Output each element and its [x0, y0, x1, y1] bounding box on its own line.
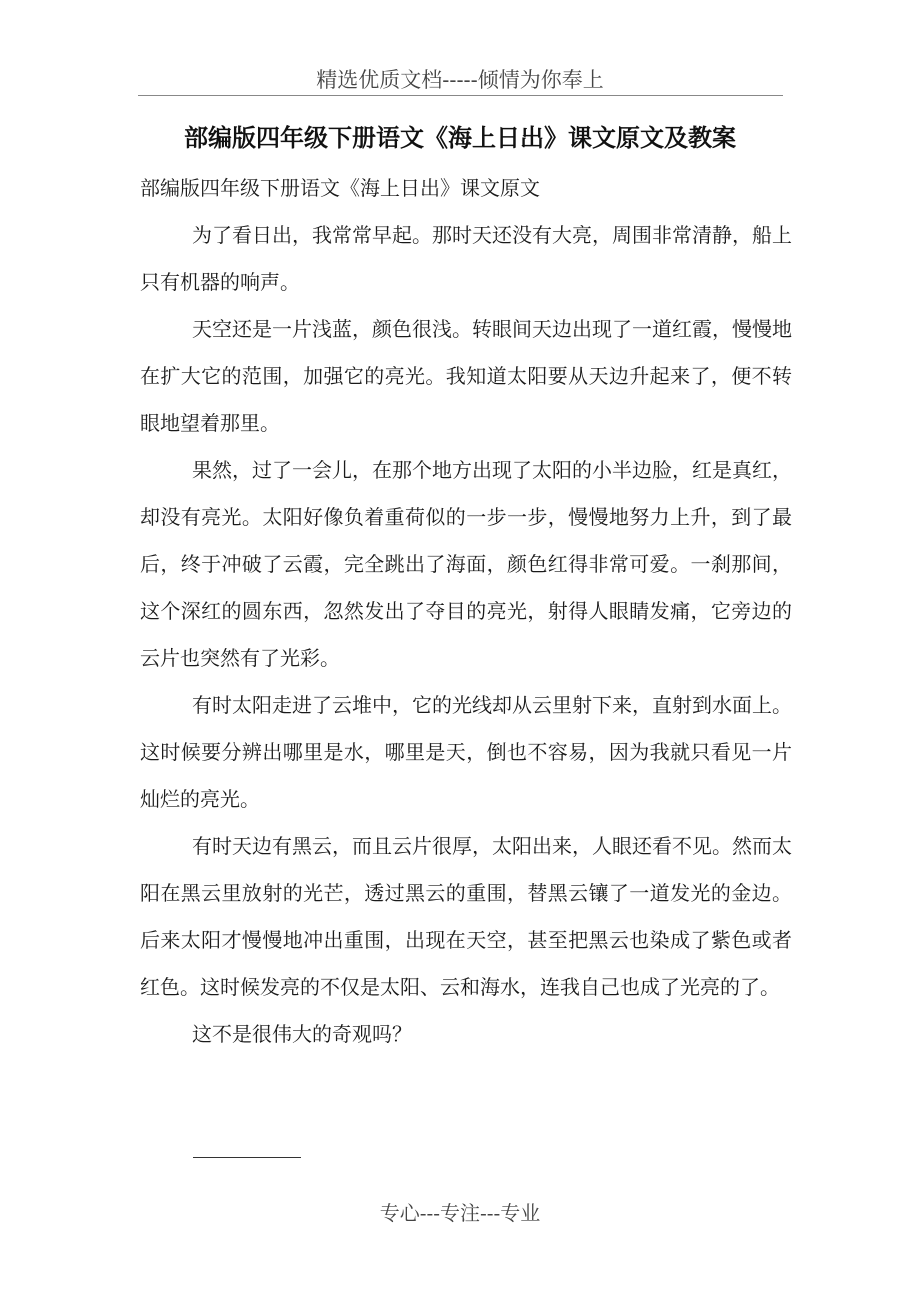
paragraph: 有时天边有黑云，而且云片很厚，太阳出来，人眼还看不见。然而太阳在黑云里放射的光芒，透过黑云的重围，替黑云镶了一道发光的金边。后来太阳才慢慢地冲出重围，出现在天空，甚至把黑云也染成了紫色或者红色。这时候发亮的不仅是太阳、云和海水，连我自己也成了光亮的了。 [140, 834, 792, 999]
paragraph: 果然，过了一会儿，在那个地方出现了太阳的小半边脸，红是真红，却没有亮光。太阳好像负着重荷似的一步一步，慢慢地努力上升，到了最后，终于冲破了云霞，完全跳出了海面，颜色红得非常可爱。一刹那间，这个深红的圆东西，忽然发出了夺目的亮光，射得人眼睛发痛，它旁边的云片也突然有了光彩。 [140, 458, 792, 670]
paragraph: 有时太阳走进了云堆中，它的光线却从云里射下来，直射到水面上。这时候要分辨出哪里是水，哪里是天，倒也不容易，因为我就只看见一片灿烂的亮光。 [140, 693, 792, 811]
document-title: 部编版四年级下册语文《海上日出》课文原文及教案 [184, 123, 736, 152]
page-footer: 专心---专注---专业 [379, 1201, 541, 1225]
document-subtitle: 部编版四年级下册语文《海上日出》课文原文 [140, 176, 540, 200]
header-divider [138, 95, 783, 96]
document-body [140, 212, 792, 1058]
paragraph: 天空还是一片浅蓝，颜色很浅。转眼间天边出现了一道红霞，慢慢地在扩大它的范围，加强它的亮光。我知道太阳要从天边升起来了，便不转眼地望着那里。 [140, 317, 792, 435]
paragraph: 这不是很伟大的奇观吗？ [192, 1022, 412, 1046]
page-header: 精选优质文档-----倾情为你奉上 [316, 68, 604, 92]
footnote-separator [193, 1157, 301, 1158]
paragraph: 为了看日出，我常常早起。那时天还没有大亮，周围非常清静，船上只有机器的响声。 [140, 223, 792, 294]
